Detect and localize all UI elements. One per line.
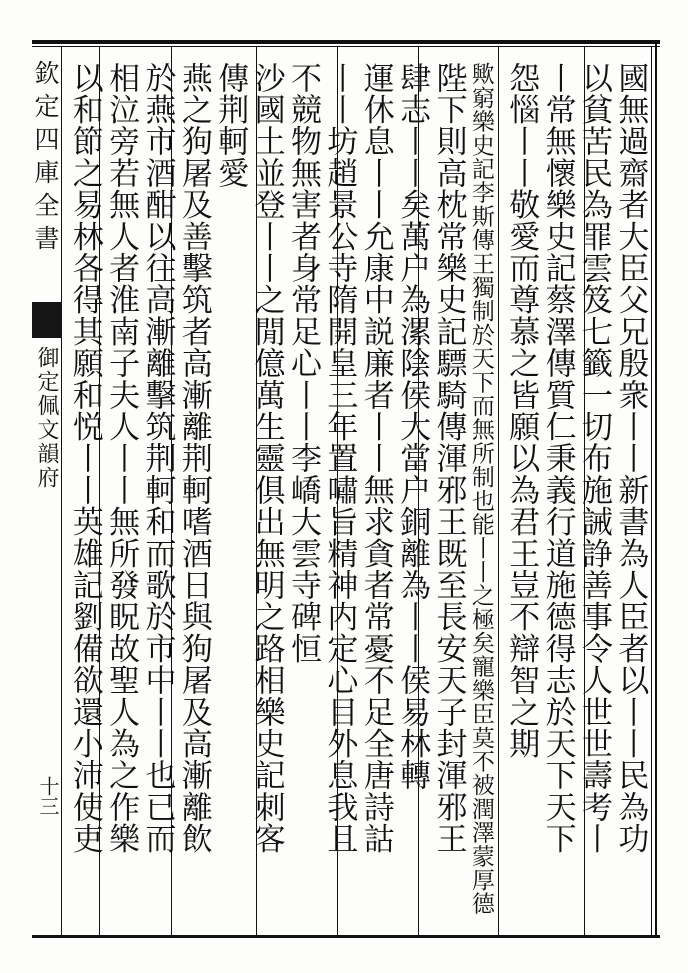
right-border (655, 40, 657, 938)
column-divider (498, 46, 499, 935)
text-column-15: 相泣旁若無人者淮南子夫人丨丨無所發眖故聖人為之作樂 (103, 62, 140, 855)
text-column-8: 運休息丨丨允康中説廉者丨丨無求貪者常憂不足全唐詩詁 (357, 62, 394, 855)
text-column-4: 怨惱丨丨敬愛而尊慕之皆願以為君王豈不辯智之期 (503, 62, 540, 760)
text-column-14: 於燕市酒酣以往高漸離擊筑荆軻和而歌於市中丨丨也已而 (139, 62, 176, 855)
margin-divider (61, 46, 62, 935)
text-column-16: 以和節之易林各得其願和悦丨丨英雄記劉備欲還小沛使吏 (66, 62, 103, 855)
top-inner-border (32, 46, 660, 47)
page-number: 十三 (36, 776, 60, 816)
text-column-9: 丨丨坊趙景公寺隋開皇三年置嘯旨精神内定心目外息我且 (321, 62, 358, 855)
fishtail-mark (32, 302, 62, 338)
text-column-3: 丨常無懷樂史記蔡澤傳質仁秉義行道施德得志於天下天下 (539, 62, 576, 855)
text-column-10: 不競物無害者身常足心丨丨李嶠大雲寺碑恒 (284, 62, 321, 665)
right-inner-border (651, 46, 652, 935)
text-column-7: 肆志丨丨矣萬户為漯陰侯大當户銅離為丨丨侯易林轉 (394, 62, 431, 792)
library-title: 欽定四庫全書 (31, 60, 60, 258)
text-column-13: 燕之狗屠及善擊筑者高漸離荆軻嗜酒日與狗屠及高漸離飲 (175, 62, 212, 855)
book-title: 御定佩文韻府 (34, 346, 59, 490)
text-column-12: 傳荆軻愛 (212, 62, 249, 189)
text-column-6: 陛下則高枕常樂史記驃騎傳渾邪王既至長安天子封渾邪王 (430, 62, 467, 855)
text-column-5: 歟窮樂史記李斯傳王獨制於天下而無所制也能丨丨之極矣寵樂臣莫不被潤澤蒙厚德 (467, 62, 494, 916)
text-column-11: 沙國土並登丨丨之閒億萬生靈俱出無明之路相樂史記刺客 (248, 62, 285, 855)
top-border (32, 40, 660, 44)
bottom-border (32, 935, 660, 938)
text-column-1: 國無過齋者大臣父兄殷衆丨丨新書為人臣者以丨丨民為功 (612, 62, 649, 855)
text-column-2: 以貧苦民為罪雲笈七籤一切布施誡諍善事令人世世壽考丨 (575, 62, 612, 855)
